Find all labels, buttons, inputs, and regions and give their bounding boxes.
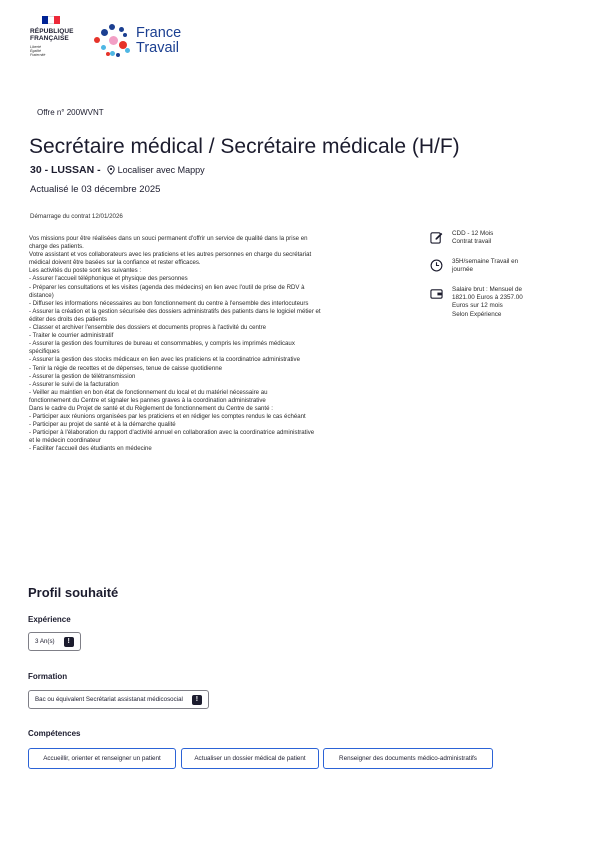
description-line: - Assurer la gestion de télétransmission — [29, 372, 136, 380]
logo-dot — [101, 45, 106, 50]
description-line: - Assurer la gestion des fournitures de bureau et consommables, y compris les imprimés médicaux — [29, 340, 295, 348]
ft-name-line1: France — [136, 25, 182, 41]
hours-line2: journée — [452, 266, 474, 274]
logo-dot — [109, 36, 118, 45]
france-travail-logo — [92, 23, 181, 59]
description-line: - Participer à l'élaboration du rapport d'activité annuel en collaboration avec la coordinatrice administrative — [29, 429, 315, 437]
description-line: - Tenir la régie de recettes et de dépenses, tenue de caisse quotidienne — [29, 364, 222, 372]
page-title: Secrétaire médical / Secrétaire médicale (H/F) — [29, 135, 460, 158]
republique-francaise-logo — [30, 16, 78, 57]
formation-value: Bac ou équivalent Secrétariat assistanat médicosocial — [35, 696, 183, 703]
experience-chip — [28, 632, 81, 651]
description-line: - Assurer la création et la gestion sécurisée des dossiers administratifs des patients dans le logiciel métier et — [29, 307, 321, 315]
description-line: Vos missions pour être réalisées dans un souci permanent d'offrir un service de qualité dans la prise en — [29, 235, 308, 242]
formation-label: Formation — [28, 672, 68, 681]
description-line: - Assurer le suivi de la facturation — [29, 380, 119, 388]
skill-chip: Renseigner des documents médico-administratifs — [323, 748, 493, 769]
offer-location — [30, 164, 205, 176]
rf-name-line2: FRANÇAISE — [30, 35, 69, 42]
experience-value: 3 An(s) — [35, 638, 55, 645]
description-line: et le médecin coordinateur — [29, 437, 101, 445]
logo-dot — [109, 24, 115, 30]
location-pin-icon — [106, 165, 116, 175]
formation-chip — [28, 690, 209, 709]
french-flag-icon — [42, 16, 60, 24]
description-line: fonctionnement du Centre et signaler les pannes graves à la coordination administrative — [29, 396, 266, 404]
salary-line3: Euros sur 12 mois — [452, 302, 503, 310]
hours-info — [430, 258, 550, 275]
logo-dot — [106, 52, 110, 56]
skills-label: Compétences — [28, 729, 81, 738]
skill-chip: Actualiser un dossier médical de patient — [181, 748, 319, 769]
salary-line4: Selon Expérience — [452, 310, 502, 318]
profile-title: Profil souhaité — [28, 585, 119, 600]
contract-info — [430, 230, 550, 247]
description-line: - Assurer la gestion des stocks médicaux en lien avec les praticiens et la coordinatrice administrative — [29, 356, 300, 364]
offer-id: Offre n° 200WVNT — [37, 108, 104, 117]
description-line: - Préparer les consultations et les visites (agenda des médecins) en lien avec l'outil de prise de RDV à — [29, 283, 305, 291]
logo-dot — [116, 53, 120, 57]
offer-summary — [430, 230, 550, 330]
description-line: - Diffuser les informations nécessaires au bon fonctionnement du centre à l'ensemble des interlocuteurs — [29, 299, 309, 307]
description-line: - Assurer l'accueil téléphonique et physique des personnes — [29, 275, 188, 283]
logo-dot — [94, 37, 100, 43]
description-line: Les activités du poste sont les suivantes : — [29, 267, 142, 275]
france-travail-dots-icon — [92, 23, 130, 59]
logo-dot — [123, 33, 127, 37]
description-line: Dans le cadre du Projet de santé et du Règlement de fonctionnement du Centre de santé : — [29, 404, 273, 412]
rf-name-line1: RÉPUBLIQUE — [30, 28, 74, 35]
hours-line1: 35H/semaine Travail en — [452, 257, 519, 265]
skill-chip: Accueillir, orienter et renseigner un patient — [28, 748, 176, 769]
experience-label: Expérience — [28, 615, 71, 624]
description-line: charge des patients. — [29, 243, 84, 251]
contract-icon — [430, 231, 443, 244]
offer-description — [29, 235, 379, 454]
logo-dot — [125, 48, 130, 53]
rf-motto: Liberté Égalité Fraternité — [30, 45, 46, 57]
description-line: - Veiller au maintien en bon état de fonctionnement du local et du matériel nécessaire au — [29, 388, 268, 396]
info-icon[interactable]: ! — [64, 637, 74, 647]
logo-dot — [101, 29, 108, 36]
contract-nature: Contrat travail — [452, 238, 492, 246]
description-line: - Faciliter l'accueil des étudiants en médecine — [29, 445, 152, 453]
logo-dot — [110, 51, 115, 56]
contract-type: CDD - 12 Mois — [452, 230, 494, 237]
description-line: - Classer et archiver l'ensemble des dossiers et documents propres à l'activité du centre — [29, 324, 267, 332]
salary-line1: Salaire brut : Mensuel de — [452, 285, 523, 293]
salary-line2: 1821.00 Euros à 2357.00 — [452, 294, 523, 302]
description-line: - Traiter le courrier administratif — [29, 332, 114, 340]
salary-info — [430, 286, 550, 320]
description-line: distance) — [29, 291, 54, 299]
wallet-icon — [430, 287, 443, 300]
logo-dot — [119, 27, 124, 32]
info-icon[interactable]: ! — [192, 695, 202, 705]
location-city: 30 - LUSSAN - — [30, 164, 101, 176]
update-date: Actualisé le 03 décembre 2025 — [30, 184, 161, 195]
description-line: spécifiques — [29, 348, 60, 356]
description-line: médical doivent être basées sur la confiance et rester efficaces. — [29, 259, 201, 267]
clock-icon — [430, 259, 443, 272]
description-line: Votre assistant et vos collaborateurs avec les praticiens et les autres personnes en charge du secrétariat — [29, 251, 312, 259]
ft-name-line2: Travail — [136, 40, 179, 56]
contract-start: Démarrage du contrat 12/01/2026 — [30, 213, 123, 220]
description-line: - Participer au projet de santé et à la démarche qualité — [29, 421, 176, 429]
localiser-mappy-link[interactable]: Localiser avec Mappy — [117, 165, 205, 175]
description-line: éditer des droits des patients — [29, 315, 107, 323]
description-line: - Participer aux réunions organisées par les praticiens et en rédiger les comptes rendus le cas échéant — [29, 413, 306, 421]
